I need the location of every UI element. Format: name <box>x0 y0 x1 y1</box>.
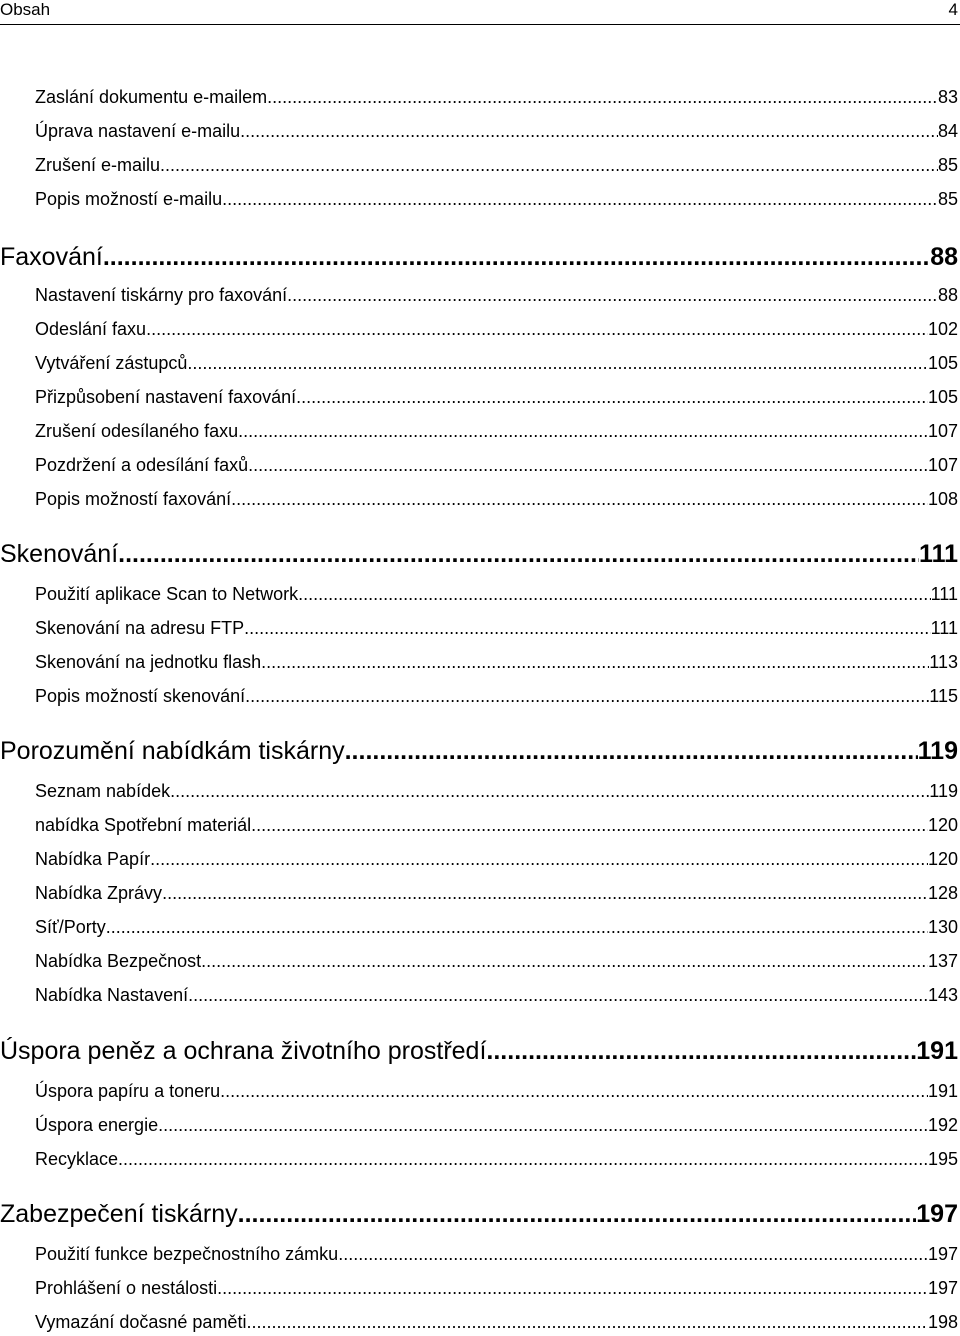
toc-chapter-skenovani[interactable] <box>0 539 958 569</box>
toc-entry-page: 107 <box>927 455 958 475</box>
toc-chapter-page: 111 <box>919 540 958 568</box>
header-page-number: 4 <box>948 0 958 19</box>
toc-entry-title: Pozdržení a odesílání faxů <box>35 455 249 475</box>
toc-leader <box>267 86 938 108</box>
toc-entry[interactable] <box>35 318 958 340</box>
toc-entry-page: 102 <box>927 319 958 339</box>
toc-leader <box>261 651 929 673</box>
toc-entry-page: 137 <box>927 951 958 971</box>
toc-leader <box>188 984 928 1006</box>
toc-entry-page: 111 <box>930 584 958 604</box>
toc-chapter-title: Faxování <box>0 243 103 271</box>
toc-entry-page: 143 <box>927 985 958 1005</box>
toc-chapter-title: Porozumění nabídkám tiskárny <box>0 737 345 765</box>
toc-entry[interactable] <box>35 1311 958 1333</box>
toc-entry-page: 198 <box>927 1312 958 1332</box>
toc-chapter-page: 88 <box>930 243 958 271</box>
toc-leader <box>222 188 938 210</box>
toc-entry[interactable] <box>35 814 958 836</box>
toc-entry-title: Recyklace <box>35 1149 119 1169</box>
header-section-title: Obsah <box>0 0 51 19</box>
toc-leader <box>150 848 928 870</box>
toc-entry[interactable] <box>35 86 958 108</box>
toc-entry-page: 85 <box>937 155 958 175</box>
toc-leader <box>248 454 928 476</box>
toc-entry-page: 83 <box>937 87 958 107</box>
toc-entry-title: Síť/Porty <box>35 917 106 937</box>
toc-leader <box>486 1036 916 1066</box>
toc-entry-page: 120 <box>927 849 958 869</box>
toc-chapter-faxovani[interactable] <box>0 242 958 272</box>
toc-entry-page: 192 <box>927 1115 958 1135</box>
toc-leader <box>217 1277 928 1299</box>
toc-leader <box>160 154 938 176</box>
toc-entry[interactable] <box>35 882 958 904</box>
toc-entry-page: 105 <box>927 353 958 373</box>
toc-entry-title: Prohlášení o nestálosti <box>35 1278 218 1298</box>
toc-chapter-porozumeni[interactable] <box>0 736 958 766</box>
toc-entry[interactable] <box>35 488 958 510</box>
toc-entry-title: Úspora energie <box>35 1115 159 1135</box>
toc-entry-page: 119 <box>929 781 958 801</box>
toc-leader <box>106 916 928 938</box>
toc-entry-page: 113 <box>929 652 958 672</box>
toc-entry-page: 120 <box>927 815 958 835</box>
toc-entry[interactable] <box>35 188 958 210</box>
toc-leader <box>245 685 929 707</box>
toc-entry-title: Nabídka Zprávy <box>35 883 163 903</box>
toc-entry[interactable] <box>35 154 958 176</box>
toc-entry-page: 130 <box>927 917 958 937</box>
toc-entry[interactable] <box>35 1114 958 1136</box>
toc-entry[interactable] <box>35 685 958 707</box>
toc-entry-title: Nabídka Nastavení <box>35 985 189 1005</box>
toc-entry-page: 195 <box>927 1149 958 1169</box>
toc-leader <box>201 950 928 972</box>
toc-entry-page: 115 <box>929 686 958 706</box>
toc-entry-title: Použití aplikace Scan to Network <box>35 584 299 604</box>
toc-entry-page: 197 <box>927 1244 958 1264</box>
toc-leader <box>170 780 929 802</box>
toc-entry-title: Odeslání faxu <box>35 319 147 339</box>
toc-chapter-page: 191 <box>916 1037 958 1065</box>
toc-leader <box>220 1080 928 1102</box>
toc-entry-page: 88 <box>937 285 958 305</box>
toc-entry-page: 111 <box>930 618 958 638</box>
toc-leader <box>240 120 938 142</box>
toc-leader <box>118 539 919 569</box>
toc-entry-page: 84 <box>937 121 958 141</box>
toc-entry-title: Přizpůsobení nastavení faxování <box>35 387 297 407</box>
toc-entry[interactable] <box>35 386 958 408</box>
toc-leader <box>244 617 931 639</box>
toc-chapter-title: Úspora peněz a ochrana životního prostředí <box>0 1037 487 1065</box>
page-header <box>0 0 960 25</box>
toc-leader <box>238 1199 917 1229</box>
toc-entry-title: nabídka Spotřební materiál <box>35 815 252 835</box>
toc-leader <box>246 1311 928 1333</box>
toc-entry[interactable] <box>35 780 958 802</box>
toc-entry[interactable] <box>35 583 958 605</box>
toc-entry-title: Vymazání dočasné paměti <box>35 1312 247 1332</box>
toc-entry-title: Zaslání dokumentu e-mailem <box>35 87 268 107</box>
toc-entry-title: Zrušení odesílaného faxu <box>35 421 239 441</box>
toc-leader <box>103 242 930 272</box>
toc-entry-title: Úspora papíru a toneru <box>35 1081 221 1101</box>
toc-entry-title: Seznam nabídek <box>35 781 171 801</box>
toc-entry-page: 128 <box>927 883 958 903</box>
toc-entry[interactable] <box>35 1148 958 1170</box>
toc-entry[interactable] <box>35 848 958 870</box>
toc-leader <box>162 882 928 904</box>
toc-chapter-page: 197 <box>916 1200 958 1228</box>
toc-entry-title: Popis možností faxování <box>35 489 232 509</box>
toc-leader <box>146 318 928 340</box>
toc-leader <box>345 736 918 766</box>
toc-leader <box>238 420 928 442</box>
toc-entry-title: Skenování na adresu FTP <box>35 618 245 638</box>
toc-entry[interactable] <box>35 617 958 639</box>
toc-entry-title: Zrušení e-mailu <box>35 155 161 175</box>
toc-leader <box>187 352 928 374</box>
toc-leader <box>287 284 938 306</box>
toc-chapter-title: Skenování <box>0 540 119 568</box>
toc-entry[interactable] <box>35 984 958 1006</box>
toc-entry-page: 197 <box>927 1278 958 1298</box>
toc-entry-page: 107 <box>927 421 958 441</box>
toc-entry[interactable] <box>35 950 958 972</box>
toc-chapter-zabezpeceni[interactable] <box>0 1199 958 1229</box>
toc-entry-title: Nastavení tiskárny pro faxování <box>35 285 288 305</box>
toc-entry-title: Použití funkce bezpečnostního zámku <box>35 1244 339 1264</box>
toc-entry[interactable] <box>35 420 958 442</box>
toc-leader <box>158 1114 928 1136</box>
toc-entry[interactable] <box>35 352 958 374</box>
toc-entry[interactable] <box>35 120 958 142</box>
toc-entry-page: 85 <box>937 189 958 209</box>
toc-leader <box>296 386 928 408</box>
toc-leader <box>118 1148 928 1170</box>
toc-chapter-page: 119 <box>917 737 958 765</box>
toc-entry[interactable] <box>35 1277 958 1299</box>
toc-entry-title: Popis možností e-mailu <box>35 189 223 209</box>
toc-entry[interactable] <box>35 284 958 306</box>
toc-leader <box>338 1243 928 1265</box>
toc-chapter-uspora[interactable] <box>0 1036 958 1066</box>
toc-entry-title: Nabídka Papír <box>35 849 151 869</box>
toc-entry-title: Vytváření zástupců <box>35 353 188 373</box>
toc-entry-page: 108 <box>927 489 958 509</box>
toc-entry-title: Popis možností skenování <box>35 686 246 706</box>
toc-entry[interactable] <box>35 651 958 673</box>
toc-chapter-title: Zabezpečení tiskárny <box>0 1200 238 1228</box>
toc-leader <box>251 814 928 836</box>
toc-leader <box>231 488 928 510</box>
toc-entry[interactable] <box>35 916 958 938</box>
toc-entry-title: Skenování na jednotku flash <box>35 652 262 672</box>
toc-leader <box>298 583 930 605</box>
toc-entry-page: 105 <box>927 387 958 407</box>
toc-entry-page: 191 <box>927 1081 958 1101</box>
toc-entry[interactable] <box>35 1080 958 1102</box>
toc-entry-title: Nabídka Bezpečnost <box>35 951 202 971</box>
toc-entry-title: Úprava nastavení e-mailu <box>35 121 241 141</box>
toc-entry[interactable] <box>35 454 958 476</box>
toc-entry[interactable] <box>35 1243 958 1265</box>
